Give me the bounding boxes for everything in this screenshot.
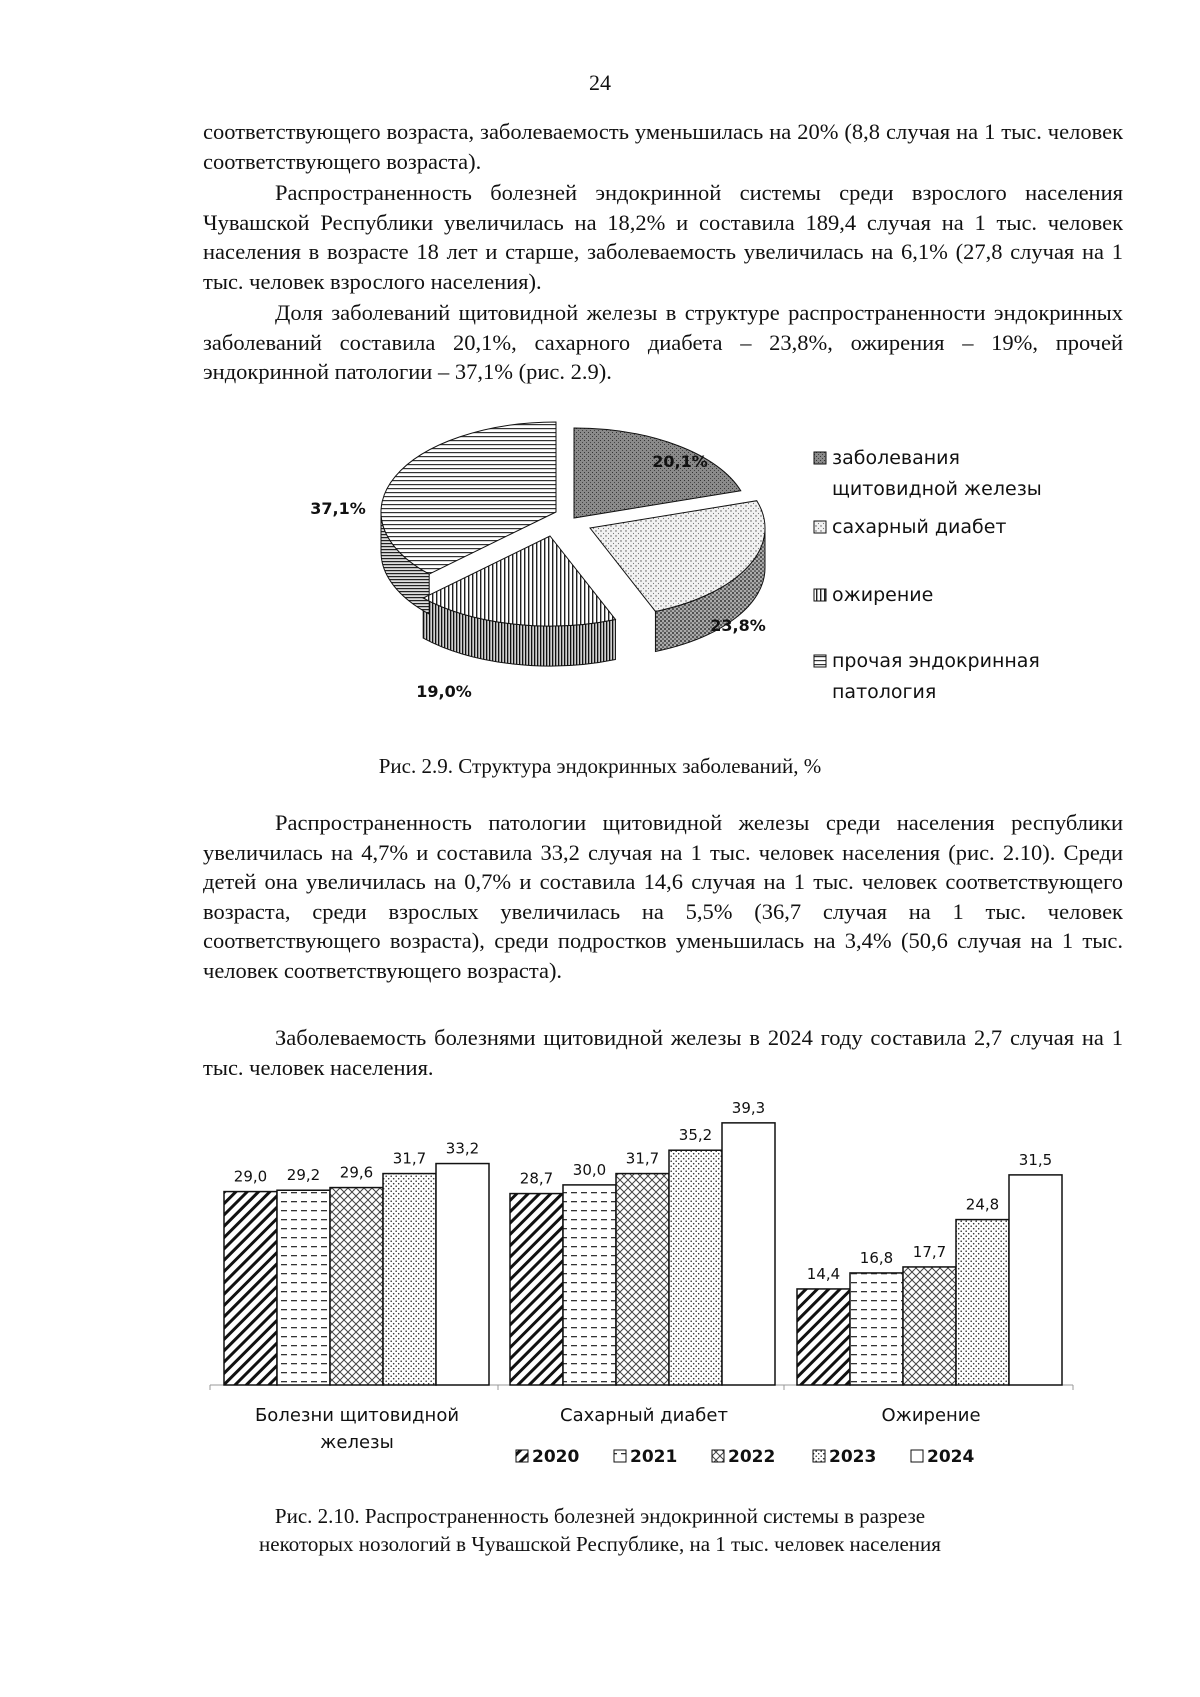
category-label: Ожирение bbox=[881, 1405, 981, 1426]
legend-swatch-2020 bbox=[516, 1450, 528, 1462]
bar-2020 bbox=[224, 1192, 277, 1385]
bar-2023 bbox=[383, 1174, 436, 1385]
figure-2-9-caption: Рис. 2.9. Структура эндокринных заболеваний, % bbox=[378, 754, 822, 778]
bar-data-label: 30,0 bbox=[572, 1160, 607, 1179]
pie-data-label: 37,1% bbox=[310, 499, 366, 518]
bar-data-label: 35,2 bbox=[678, 1126, 713, 1145]
bar-data-label: 17,7 bbox=[912, 1242, 947, 1261]
legend-swatch bbox=[814, 589, 826, 601]
legend-label-2022: 2022 bbox=[728, 1447, 776, 1467]
bar-2022 bbox=[616, 1174, 669, 1385]
paragraph-3: Доля заболеваний щитовидной железы в структуре распространенности эндокринных заболеваний составила 20,1%, сахарного диабета – 23,8%, ожирения – 19%, прочей эндокринной патологии – 37,1% (рис. 2.9). bbox=[203, 300, 1123, 384]
page-number: 24 bbox=[589, 70, 611, 95]
legend-swatch bbox=[814, 655, 826, 667]
legend-label-2021: 2021 bbox=[630, 1447, 678, 1467]
figure-2-10-caption-line-2: некоторых нозологий в Чувашской Республике, на 1 тыс. человек населения bbox=[259, 1532, 941, 1556]
paragraph-1: соответствующего возраста, заболеваемость уменьшилась на 20% (8,8 случая на 1 тыс. человек соответствующего возраста). bbox=[203, 119, 1123, 174]
paragraph-4: Распространенность патологии щитовидной железы среди населения республики увеличилась на 4,7% и составила 33,2 случая на 1 тыс. человек населения (рис. 2.10). Среди детей она увеличилась на 0,7% и составила 14,6 случая на 1 тыс. человек соответствующего возраста, среди взрослых увеличилась на 5,5% (36,7 случая на 1 тыс. человек соответствующего возраста), среди подростков уменьшилась на 3,4% (50,6 случая на 1 тыс. человек соответствующего возраста). bbox=[203, 810, 1123, 983]
legend-label-2023: 2023 bbox=[829, 1447, 877, 1467]
bar-2020 bbox=[510, 1194, 563, 1385]
bar-data-label: 29,0 bbox=[233, 1167, 268, 1186]
bar-2024 bbox=[1009, 1175, 1062, 1385]
figure-2-10-caption-line-1: Рис. 2.10. Распространенность болезней эндокринной системы в разрезе bbox=[274, 1504, 926, 1528]
pie-data-label: 19,0% bbox=[416, 682, 472, 701]
bar-2021 bbox=[850, 1273, 903, 1385]
bar-data-label: 29,6 bbox=[339, 1163, 374, 1182]
pie-data-label: 23,8% bbox=[710, 616, 766, 635]
bar-2023 bbox=[956, 1220, 1009, 1385]
legend-label: патология bbox=[832, 681, 937, 703]
category-label: железы bbox=[320, 1432, 394, 1453]
bar-data-label: 14,4 bbox=[806, 1264, 841, 1283]
figure-2-10-caption bbox=[0, 1502, 1200, 1558]
bar-data-label: 24,8 bbox=[965, 1195, 1000, 1214]
legend-swatch bbox=[814, 521, 826, 533]
pie-data-label: 20,1% bbox=[652, 452, 708, 471]
bar-data-label: 28,7 bbox=[519, 1169, 554, 1188]
bar-2023 bbox=[669, 1150, 722, 1385]
bar-2024 bbox=[436, 1164, 489, 1385]
bar-2021 bbox=[563, 1185, 616, 1385]
category-label: Сахарный диабет bbox=[560, 1405, 728, 1426]
bar-data-label: 31,7 bbox=[392, 1149, 427, 1168]
legend-label: щитовидной железы bbox=[832, 478, 1042, 500]
category-label: Болезни щитовидной bbox=[254, 1405, 460, 1426]
legend-label: ожирение bbox=[832, 584, 934, 606]
bar-data-label: 31,5 bbox=[1018, 1150, 1053, 1169]
pie-chart bbox=[0, 0, 1200, 760]
bar-2024 bbox=[722, 1123, 775, 1385]
paragraph-5: Заболеваемость болезнями щитовидной железы в 2024 году составила 2,7 случая на 1 тыс. человек населения. bbox=[203, 1025, 1123, 1080]
bar-2022 bbox=[330, 1188, 383, 1385]
legend-label: сахарный диабет bbox=[832, 516, 1007, 538]
bar-2021 bbox=[277, 1190, 330, 1385]
paragraph-2: Распространенность болезней эндокринной системы среди взрослого населения Чувашской Республики увеличилась на 18,2% и составила 189,4 случая на 1 тыс. человек населения в возрасте 18 лет и старше, заболеваемость увеличилась на 6,1% (27,8 случая на 1 тыс. человек взрослого населения). bbox=[203, 180, 1123, 294]
legend-swatch-2023 bbox=[813, 1450, 825, 1462]
bar-data-label: 33,2 bbox=[445, 1139, 480, 1158]
legend-swatch-2022 bbox=[712, 1450, 724, 1462]
pie-slice-0 bbox=[574, 428, 741, 518]
legend-label: прочая эндокринная bbox=[832, 650, 1040, 672]
legend-label: заболевания bbox=[832, 447, 960, 469]
bar-2022 bbox=[903, 1267, 956, 1385]
legend-label-2024: 2024 bbox=[927, 1447, 975, 1467]
bar-data-label: 31,7 bbox=[625, 1149, 660, 1168]
legend-swatch-2021 bbox=[614, 1450, 626, 1462]
legend-swatch-2024 bbox=[911, 1450, 923, 1462]
bar-data-label: 29,2 bbox=[286, 1166, 321, 1185]
bar-data-label: 39,3 bbox=[731, 1098, 766, 1117]
bar-2020 bbox=[797, 1289, 850, 1385]
legend-swatch bbox=[814, 452, 826, 464]
legend-label-2020: 2020 bbox=[532, 1447, 580, 1467]
bar-data-label: 16,8 bbox=[859, 1248, 894, 1267]
